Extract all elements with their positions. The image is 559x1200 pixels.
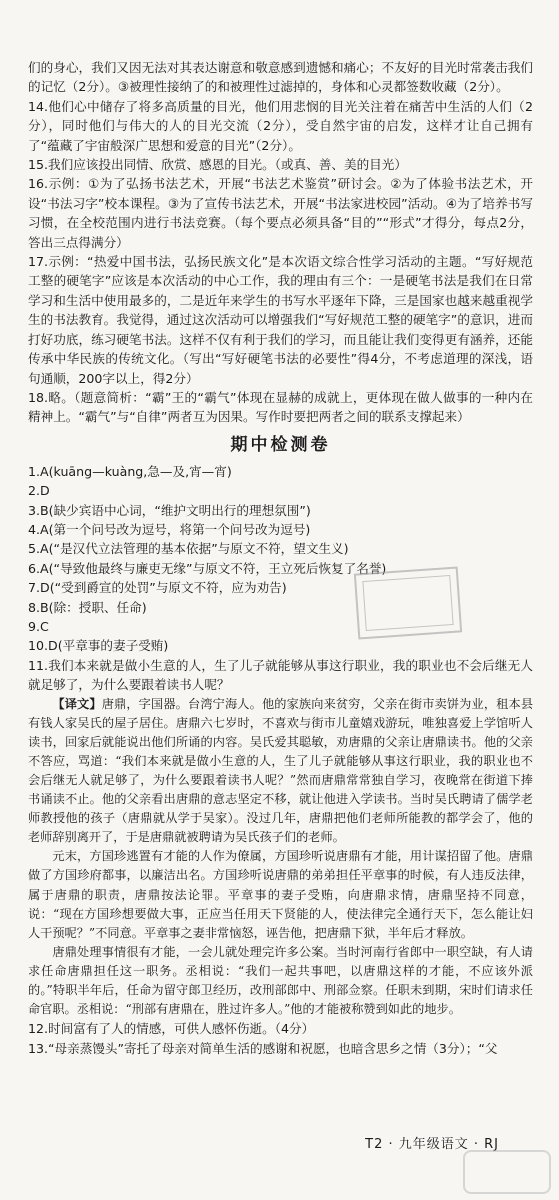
midterm-answer-4: 4.A(第一个问号改为逗号，将第一个问号改为逗号) bbox=[28, 521, 311, 537]
answer-14: 14.他们心中储存了将多高质量的目光，他们用悲悯的目光关注着在痛苦中生活的人们（2分），同时他们与伟大的人的目光交流（2分），受自然宇宙的启发，这样才让自己拥有了“蕴藏了宇宙般深广思想和爱意的目光”（2分）。 bbox=[28, 98, 533, 153]
midterm-answer-12: 12.时间富有了人的情感，可供人感怀伤逝。（4分） bbox=[28, 1021, 315, 1037]
translation-tag: 【译文】 bbox=[52, 696, 102, 711]
midterm-answer-1: 1.A(kuāng—kuàng,急—及,宵—宵) bbox=[28, 463, 232, 479]
answer-16: 16.示例：①为了弘扬书法艺术，开展“书法艺术鉴赏”研讨会。②为了体验书法艺术，开设“书法习字”校本课程。③为了宣传书法艺术，开展“书法家进校园”活动。④为了培养书写习惯，在全校范围内进行书法竞赛。（每个要点必须具备“目的”“形式”才得分，每点2分，答出三点得满分） bbox=[28, 176, 533, 250]
section-title: 期中检测卷 bbox=[230, 434, 331, 455]
answer-17: 17.示例：“热爱中国书法，弘扬民族文化”是本次语文综合性学习活动的主题。“写好规范工整的硬笔字”应该是本次活动的中心工作，我的理由有三个：一是硬笔书法是我们在日常学习和生活中使用最多的，二是近年来学生的书写水平逐年下降，三是国家也越来越重视学生的书法教育。我觉得，通过这次活动可以增强我们“写好规范工整的硬笔字”的意识，进而打好功底，练习硬笔书法。这样不仅有利于我们的学习，而且能让我们变得更有涵养，还能传承中华民族的传统文化。（写出“写好硬笔书法的必要性”得4分，不考虑道理的深浅，语句通顺，200字以上，得2分） bbox=[28, 254, 533, 386]
translation-text-1: 唐鼎，字国器。台湾宁海人。他的家族向来贫穷，父亲在街市卖饼为业，租本县有钱人家吴氏的屋子居住。唐鼎六七岁时，不喜欢与街市儿童嬉戏游玩，唯独喜爱上学馆听人读书，回家后就能说出他们所诵的内容。吴氏爱其聪敏，劝唐鼎的父亲让唐鼎读书。他的父亲不答应，骂道：“我们本来就是做小生意的人，生了儿子就能够从事这行职业，我的职业也不会后继无人就足够了，为什么要跟着读书人呢？”然而唐鼎常常独自学习，夜晚常在街道下捧书诵读不止。他的父亲看出唐鼎的意志坚定不移，就让他进入学读书。当时吴氏聘请了儒学老师教授他的孩子（唐鼎就从学于吴家）。没过几年，唐鼎把他们老师所能教的都学会了，他的老师辞别离开了，于是唐鼎就被聘请为吴氏孩子们的老师。 bbox=[28, 696, 534, 845]
midterm-answer-6: 6.A(“导致他最终与廉吏无缘”与原文不符，王立死后恢复了名誉) bbox=[28, 560, 387, 576]
seal-stamp-inner bbox=[362, 575, 453, 631]
midterm-answer-11: 11.我们本来就是做小生意的人，生了儿子就能够从事这行职业，我的职业也不会后继无人就足够了，为什么要跟着读书人呢？ bbox=[28, 657, 533, 693]
translation-section bbox=[28, 695, 533, 1020]
watermark-logo-icon bbox=[463, 1150, 551, 1194]
answer-13-continued: 们的身心，我们又因无法对其表达谢意和敬意感到遗憾和痛心；不友好的目光时常袭击我们的记忆（2分）。③被理性接纳了的和被理性过滤掉的，身体和心灵都签数收藏（2分）。 bbox=[28, 60, 533, 95]
midterm-answer-2: 2.D bbox=[28, 483, 50, 499]
answer-18: 18.略。（题意简析：“霸”王的“霸气”体现在显赫的成就上，更体现在做人做事的一种内在精神上。“霸气”与“自律”两者互为因果。写作时要把两者之间的联系支撑起来） bbox=[28, 389, 533, 425]
answers-part3 bbox=[28, 1019, 533, 1058]
midterm-answer-8: 8.B(除：授职、任命) bbox=[28, 599, 147, 615]
midterm-answer-7: 7.D(“受到爵宣的处罚”与原文不符，应为劝告) bbox=[28, 580, 287, 596]
answers-part1 bbox=[28, 58, 533, 427]
translation-paragraph-3: 唐鼎处理事情很有才能，一会儿就处理完许多公案。当时河南行省郎中一职空缺，有人请求任命唐鼎担任这一职务。丞相说：“我们一起共事吧，以唐鼎这样的才能，不应该外派的。”特职半年后，任命为留守郎卫经历，改刑部郎中、刑部佥察。任职未到期，宋时们请求任命官职。丞相说：“刑部有唐鼎在，胜过许多人。”他的才能被称赞到如此的地步。 bbox=[28, 944, 533, 1017]
page-footer: T2 · 九年级语文 · RJ bbox=[365, 1137, 499, 1152]
midterm-answer-3: 3.B(缺少宾语中心词，“维护文明出行的理想氛围”) bbox=[28, 502, 311, 518]
midterm-answer-5: 5.A(“是汉代立法管理的基本依据”与原文不符，望文生义) bbox=[28, 541, 349, 557]
translation-paragraph-1 bbox=[28, 695, 533, 848]
seal-stamp-icon bbox=[354, 566, 462, 639]
midterm-answer-13: 13.“母亲蒸馒头”寄托了母亲对简单生活的感谢和祝愿，也暗含思乡之情（3分）；“父 bbox=[28, 1040, 498, 1056]
midterm-answer-10: 10.D(平章事的妻子受贿) bbox=[28, 638, 169, 654]
translation-paragraph-2: 元末，方国珍逃置有才能的人作为僚属，方国珍听说唐鼎有才能，用计谋招留了他。唐鼎做了方国珍府都事，以廉洁出名。方国珍听说唐鼎的弟弟担任平章事的时候，有人违反法律，属于唐鼎的职责，唐鼎按法论罪。平章事的妻子受贿，向唐鼎求情，唐鼎坚持不同意，说：“现在方国珍想要做大事，正应当任用天下贤能的人，使法律完全通行天下，怎么能让妇人干预呢？”不同意。平章事之妻非常恼怒，诬告他，把唐鼎下狱，半年后才释放。 bbox=[28, 849, 533, 940]
midterm-answer-9: 9.C bbox=[28, 618, 49, 634]
answer-15: 15.我们应该投出同情、欣赏、感恩的目光。（或真、善、美的目光） bbox=[28, 157, 407, 173]
